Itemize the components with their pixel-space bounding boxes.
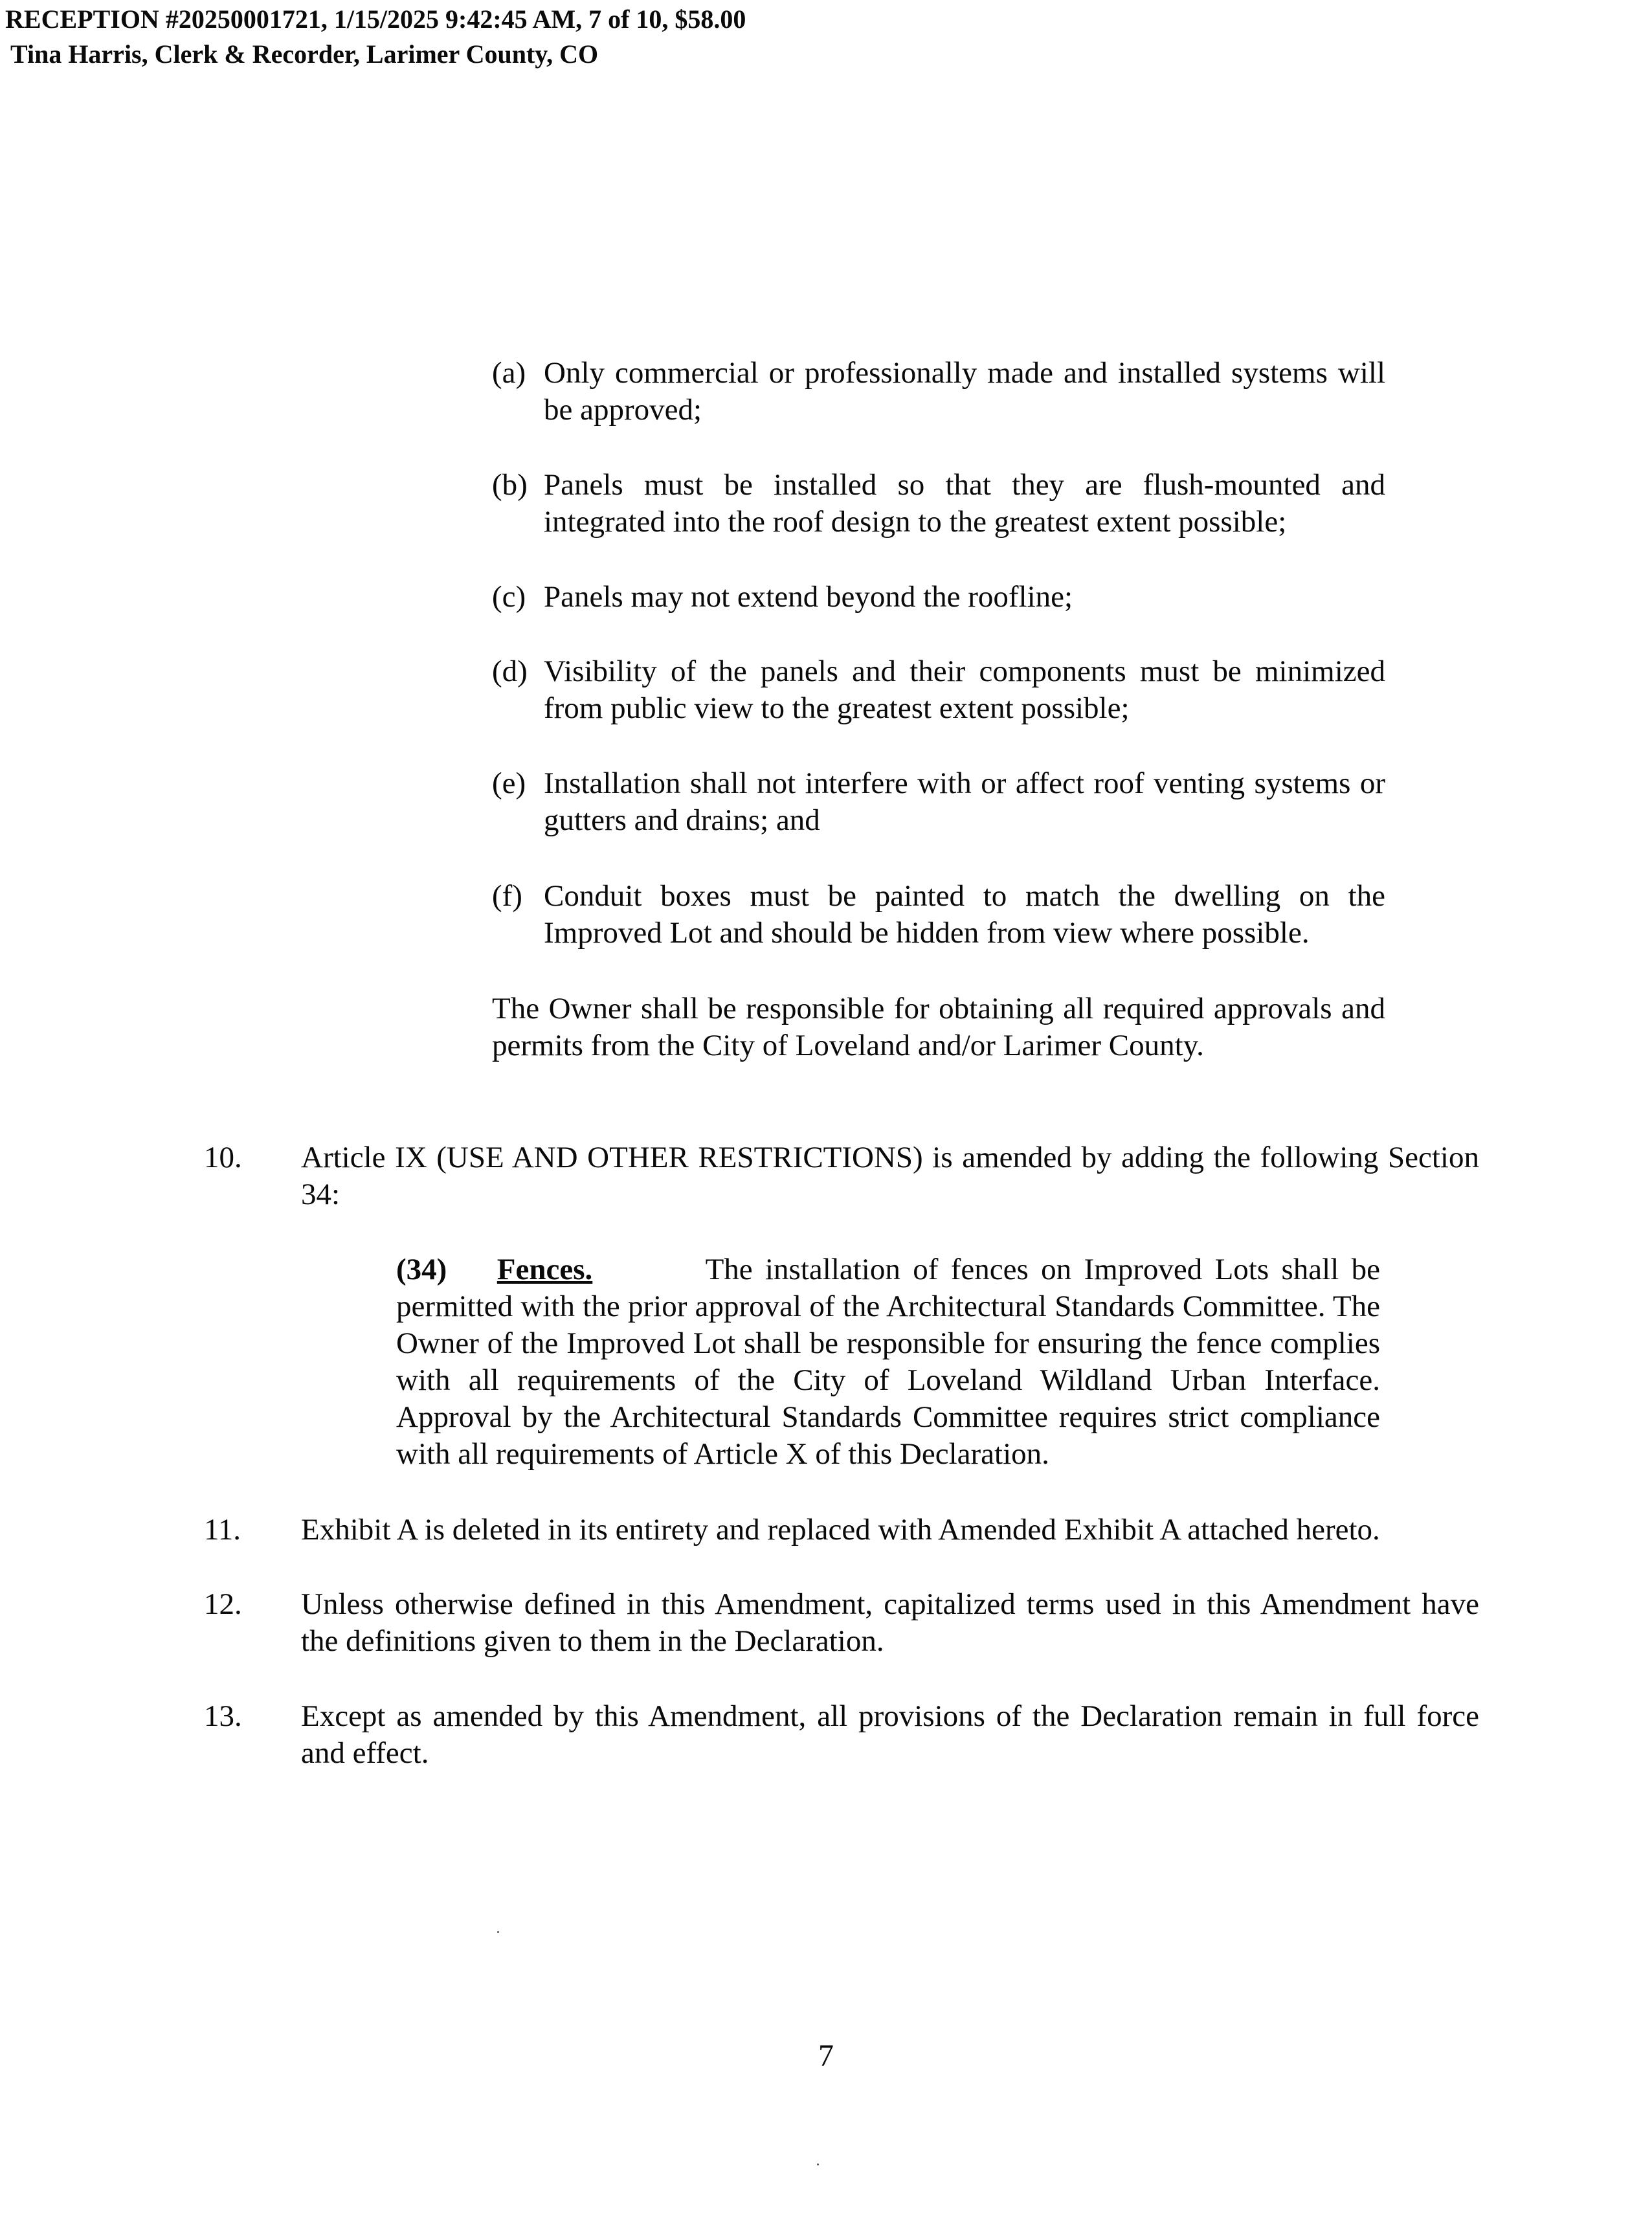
subitem-label: (a) [492, 356, 526, 390]
item-number: 13. [204, 1699, 242, 1733]
subitem-text: Panels may not extend beyond the roofline; [544, 580, 1073, 614]
item-13 [204, 1698, 1479, 1772]
subitem-text: Only commercial or professionally made and installed systems will be approved; [544, 356, 1385, 427]
section-text: The installation of fences on Improved Lots shall be permitted with the prior approval of the Architectural Standards Committee. The Owner of the Improved Lot shall be responsible for ensuring the fence complies with all requirements of the City of Loveland Wildland Urban Interface. Approval by the Architectural Standards Committee requires strict compliance with all requirements of Article X of this Declaration. [396, 1253, 1381, 1471]
subitem-text: Conduit boxes must be painted to match the dwelling on the Improved Lot and should be hidden from view where possible. [544, 879, 1385, 950]
section-number: (34) [396, 1253, 447, 1286]
item-text: Unless otherwise defined in this Amendment, capitalized terms used in this Amendment have the definitions given to them in the Declaration. [301, 1587, 1479, 1658]
recording-stamp-line1: RECEPTION #20250001721, 1/15/2025 9:42:45 AM, 7 of 10, $58.00 [5, 5, 746, 34]
item-10 [204, 1139, 1479, 1213]
page-number: 7 [818, 2039, 834, 2073]
item-number: 11. [204, 1513, 241, 1547]
owner-responsibility-paragraph: The Owner shall be responsible for obtaining all required approvals and permits from the City of Loveland and/or Larimer County. [492, 992, 1385, 1062]
subitem-label: (d) [492, 654, 528, 688]
subitem-text: Installation shall not interfere with or affect roof venting systems or gutters and drains; and [544, 766, 1385, 837]
subitem-label: (c) [492, 580, 526, 614]
subitem-d [492, 653, 1385, 727]
section-title: Fences. [497, 1253, 593, 1286]
subitem-c [492, 579, 1385, 616]
subitem-text: Visibility of the panels and their components must be minimized from public view to the greatest extent possible; [544, 654, 1385, 725]
subitem-label: (b) [492, 468, 528, 502]
subitem-f [492, 878, 1385, 952]
item-number: 12. [204, 1587, 242, 1621]
subitem-b [492, 467, 1385, 541]
item-text: Article IX (USE AND OTHER RESTRICTIONS) is amended by adding the following Section 34: [301, 1141, 1479, 1211]
subitem-e [492, 765, 1385, 839]
item-text: Except as amended by this Amendment, all provisions of the Declaration remain in full force and effect. [301, 1699, 1479, 1770]
item-number: 10. [204, 1141, 242, 1174]
subitem-label: (f) [492, 879, 522, 913]
recording-stamp-line2: Tina Harris, Clerk & Recorder, Larimer County, CO [10, 39, 599, 69]
section-34-fences [396, 1251, 1380, 1473]
item-text: Exhibit A is deleted in its entirety and replaced with Amended Exhibit A attached hereto. [301, 1513, 1380, 1547]
scan-speck [497, 1931, 499, 1933]
item-12 [204, 1586, 1479, 1660]
subitem-label: (e) [492, 766, 526, 800]
item-11 [204, 1512, 1479, 1548]
subitem-text: Panels must be installed so that they are flush-mounted and integrated into the roof design to the greatest extent possible; [544, 468, 1385, 539]
subitem-a [492, 355, 1385, 429]
scan-speck [817, 2163, 819, 2165]
